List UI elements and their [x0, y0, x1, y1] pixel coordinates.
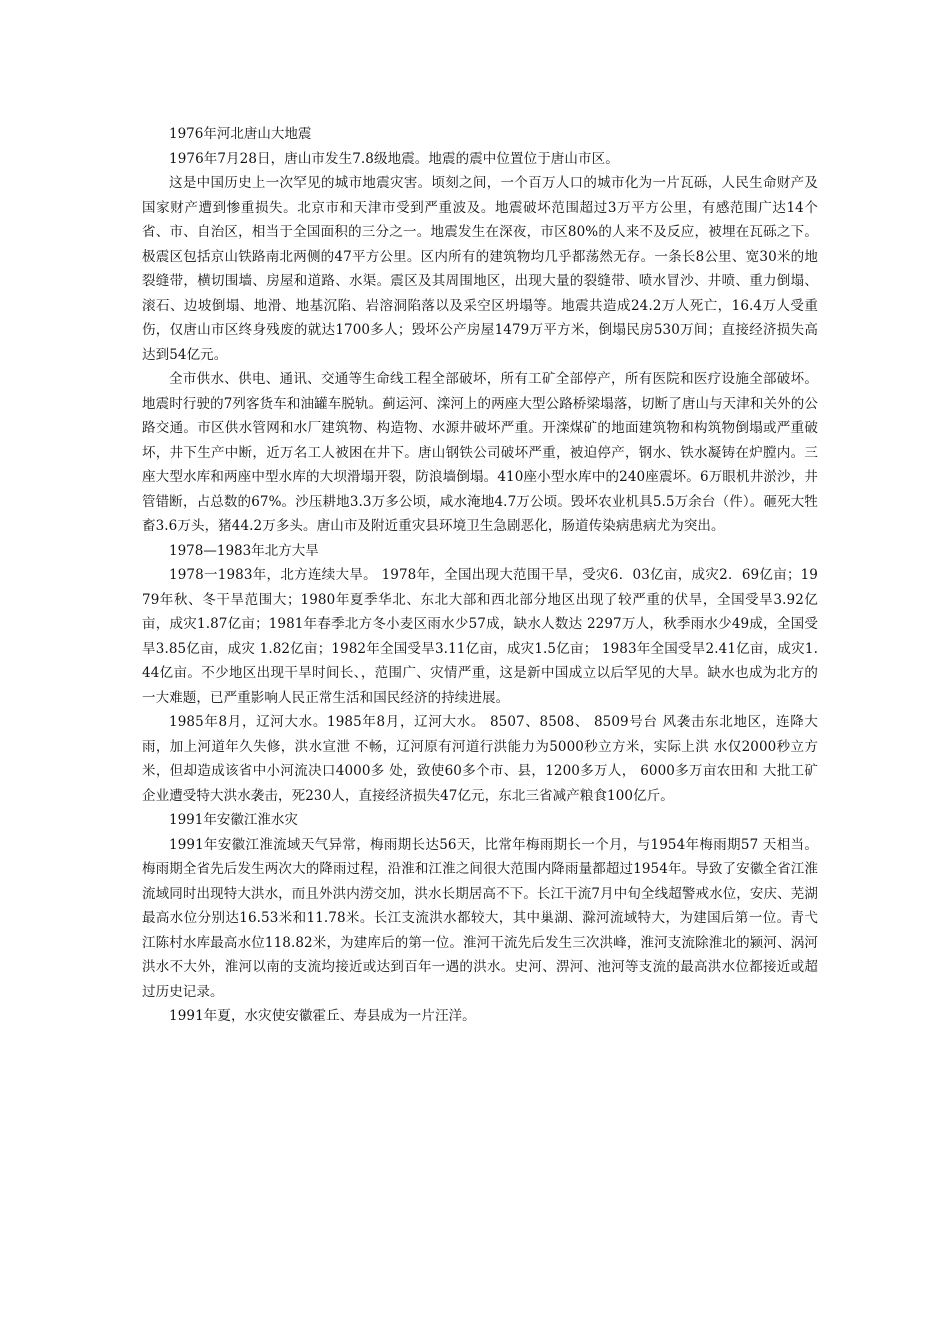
- paragraph-earthquake-damage: 这是中国历史上一次罕见的城市地震灾害。顷刻之间，一个百万人口的城市化为一片瓦砾，人民生命财产及国家财产遭到惨重损失。北京市和天津市受到严重波及。地震破坏范围超过3万平方公里，有感范围广达14个省、市、自治区，相当于全国面积的三分之一。地震发生在深夜，市区80%的人来不及反应，被埋在瓦砾之下。极震区包括京山铁路南北两侧的47平方公里。区内所有的建筑物均几乎都荡然无存。一条长8公里、宽30米的地裂缝带，横切围墙、房屋和道路、水渠。震区及其周围地区，出现大量的裂缝带、喷水冒沙、井喷、重力倒塌、滚石、边坡倒塌、地滑、地基沉陷、岩溶洞陷落以及采空区坍塌等。地震共造成24.2万人死亡，16.4万人受重伤，仅唐山市区终身残废的就达1700多人；毁坏公产房屋1479万平方米，倒塌民房530万间；直接经济损失高达到54亿元。: [142, 175, 818, 363]
- paragraph-earthquake-summary: 1976年7月28日，唐山市发生7.8级地震。地震的震中位置位于唐山市区。: [169, 150, 619, 167]
- paragraph-drought-details: 1978一1983年，北方连续大旱。 1978年，全国出现大范围干旱，受灾6．03亿亩，成灾2．69亿亩；1979年秋、冬干旱范围大；1980年夏季华北、东北大部和西北部分地区出现了较严重的伏旱，全国受旱3.92亿亩，成灾1.87亿亩；1981年春季北方冬小麦区雨水少57成，缺水人数达 2297万人，秋季雨水少49成，全国受旱3.85亿亩，成灾 1.82亿亩；1982年全国受旱3.11亿亩，成灾1.5亿亩； 1983年全国受旱2.41亿亩，成灾1.44亿亩。不少地区出现干旱时间长、，范围广、灾情严重，这是新中国成立以后罕见的大旱。缺水也成为北方的一大难题，已严重影响人民正常生活和国民经济的持续进展。: [142, 567, 818, 706]
- paragraph-anhui-flood-summer: 1991年夏，水灾使安徽霍丘、寿县成为一片汪洋。: [169, 1008, 476, 1024]
- paragraph-anhui-flood-details: 1991年安徽江淮流域天气异常，梅雨期长达56天，比常年梅雨期长一个月，与1954年梅雨期57 天相当。梅雨期全省先后发生两次大的降雨过程，沿淮和江淮之间很大范围内降雨量都超过1954年。导致了安徽全省江淮流域同时出现特大洪水，而且外洪内涝交加，洪水长期居高不下。长江干流7月中旬全线超警戒水位，安庆、芜湖最高水位分别达16.53米和11.78米。长江支流洪水都较大，其中巢湖、滁河流域特大，为建国后第一位。青弋江陈村水库最高水位118.82米，为建库后的第一位。淮河干流先后发生三次洪峰，淮河支流除淮北的颍河、涡河洪水不大外，淮河以南的支流均接近或达到百年一遇的洪水。史河、淠河、池河等支流的最高洪水位都接近或超过历史记录。: [142, 836, 818, 1000]
- section-title-tangshan-earthquake: 1976年河北唐山大地震: [169, 126, 312, 142]
- section-title-northern-drought: 1978—1983年北方大旱: [169, 542, 319, 559]
- section-title-anhui-flood: 1991年安徽江淮水灾: [169, 812, 298, 828]
- paragraph-liaohe-flood: 1985年8月，辽河大水。1985年8月，辽河大水。 8507、8508、 8509号台 风袭击东北地区，连降大雨，加上河道年久失修，洪水宣泄 不畅，辽河原有河道行洪能力为5000秒立方米，实际上洪 水仅2000秒立方米，但却造成该省中小河流决口4000多 处，致使60多个市、县，1200多万人， 6000多万亩农田和 大批工矿企业遭受特大洪水袭击，死230人，直接经济损失47亿元，东北三省减产粮食100亿斤。: [142, 714, 818, 804]
- paragraph-infrastructure-damage: 全市供水、供电、通讯、交通等生命线工程全部破坏，所有工矿全部停产，所有医院和医疗设施全部破坏。地震时行驶的7列客货车和油罐车脱轨。蓟运河、滦河上的两座大型公路桥梁塌落，切断了唐山与天津和关外的公路交通。市区供水管网和水厂建筑物、构造物、水源井破坏严重。开滦煤矿的地面建筑物和构筑物倒塌或严重破坏，井下生产中断，近万名工人被困在井下。唐山钢铁公司破坏严重，被迫停产，钢水、铁水凝铸在炉膛内。三座大型水库和两座中型水库的大坝滑塌开裂，防浪墙倒塌。410座小型水库中的240座震坏。6万眼机井淤沙，井管错断，占总数的67%。沙压耕地3.3万多公顷，咸水淹地4.7万公顷。毁坏农业机具5.5万余台（件）。砸死大牲畜3.6万头，猪44.2万多头。唐山市及附近重灾县环境卫生急剧恶化，肠道传染病患病尤为突出。: [142, 371, 818, 534]
- document-page: [142, 122, 818, 1029]
